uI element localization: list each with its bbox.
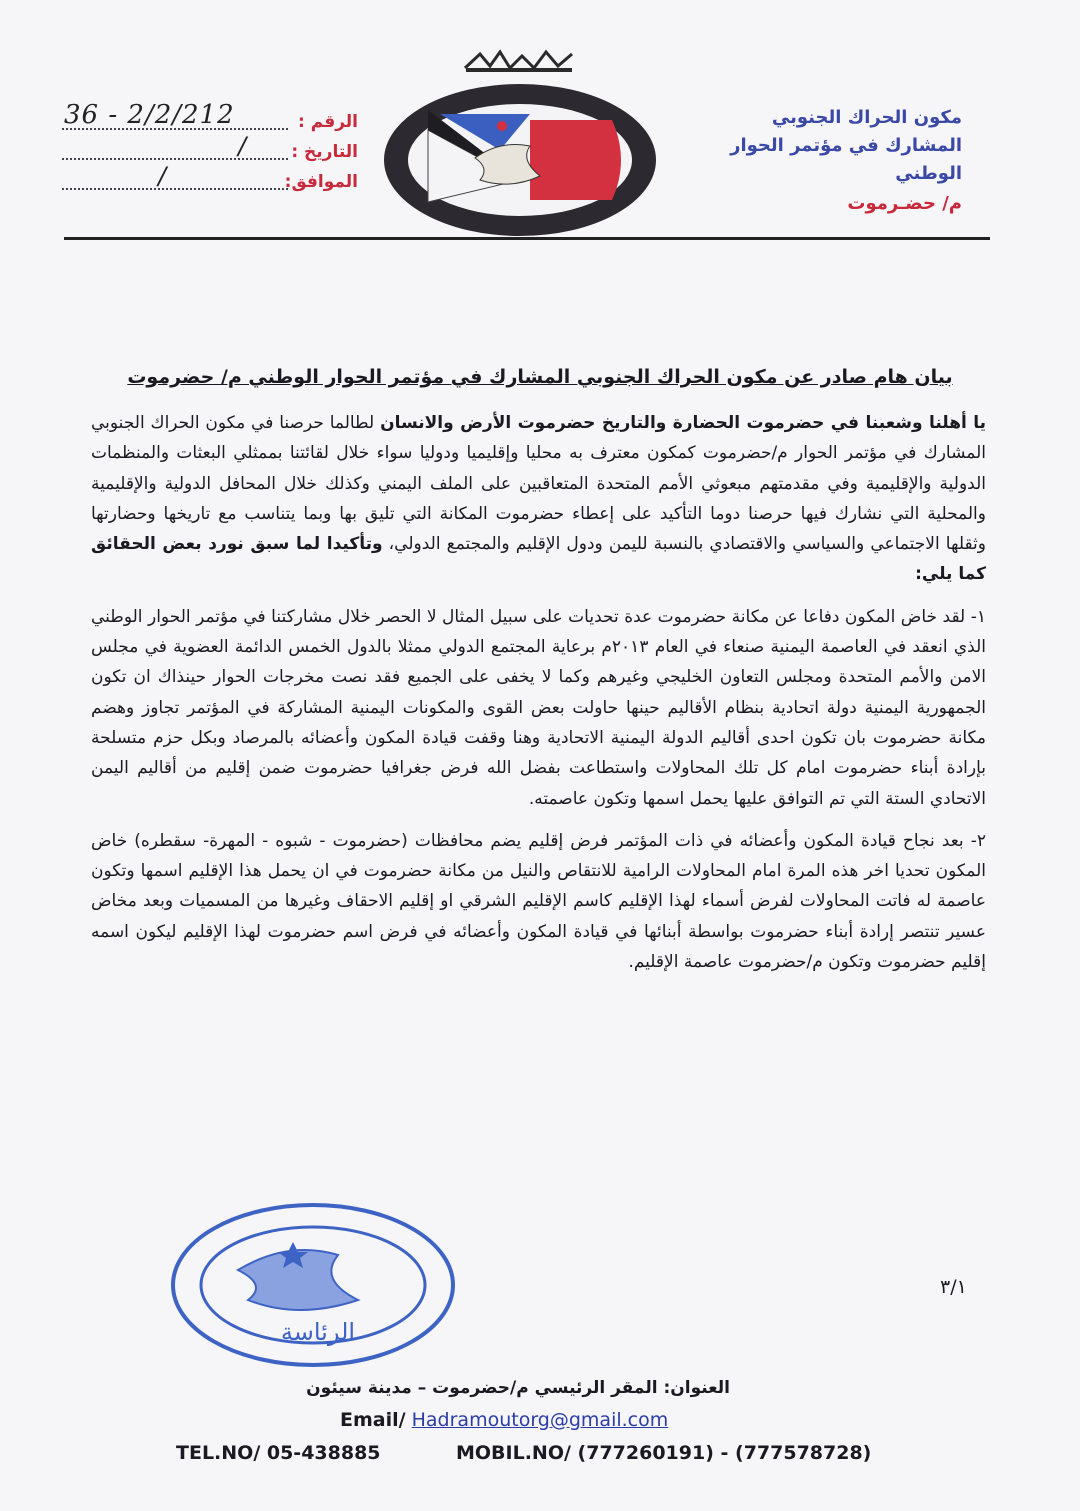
statement-title: بيان هام صادر عن مكون الحراك الجنوبي المشارك في مؤتمر الحوار الوطني م/ حضرموت [127, 366, 953, 388]
org-name-line3: م/ حضـرموت [847, 193, 962, 214]
organization-header [662, 104, 962, 220]
ref-date-value: / [238, 132, 247, 160]
stamp-text: الرئاسة [280, 1318, 356, 1346]
statement-body [91, 408, 986, 989]
ref-corresponding-dots [62, 188, 288, 190]
ref-date-dots [62, 158, 288, 160]
email-link[interactable]: Hadramoutorg@gmail.com [411, 1409, 669, 1431]
ref-corresponding-value: / [158, 162, 167, 190]
official-stamp [168, 1200, 458, 1370]
email-row [340, 1409, 668, 1431]
reference-fields [58, 100, 358, 198]
intro-bold: يا أهلنا وشعبنا في حضرموت الحضارة والتاريخ حضرموت الأرض والانسان [380, 413, 986, 433]
org-name-line1: مكون الحراك الجنوبي [771, 107, 962, 128]
fact-item-2: ٢- بعد نجاح قيادة المكون وأعضائه في ذات المؤتمر فرض إقليم يضم محافظات (حضرموت - شبوه - المهرة- سقطره) خاض المكون تحديا اخر هذه المرة امام المحاولات الرامية للانتقاص والنيل من مكانة حضرموت في ان يحمل هذا الإقليم اسمها وتكون عاصمة له فاتت المحاولات لفرض أسماء لهذا الإقليم كاسم الإقليم الشرقي او إقليم الاحقاف وغيرها من المسميات وبعد مخاض عسير تنتصر إرادة أبناء حضرموت بواسطة أبنائها في قيادة المكون وأعضائه في فرض اسم حضرموت لهذا الإقليم ليكون اسمه إقليم حضرموت وتكون م/حضرموت عاصمة الإقليم. [91, 830, 986, 973]
intro-text: لطالما حرصنا في مكون الحراك الجنوبي المشارك في مؤتمر الحوار م/حضرموت كمكون معترف به محليا وإقليميا ودوليا سواء خلال لقائتنا بممثلي البعثات والمنظمات الدولية والإقليمية وفي مقدمتهم مبعوثي الأمم المتحدة المتعاقبين على الملف اليمني وكذلك خلال المحافل الدولية والإقليمية والمحلية التي نشارك فيها حرصنا دوما التأكيد على إعطاء حضرموت المكانة التي تليق بها وبما يتناسب مع تاريخها وحضارتها وثقلها الاجتماعي والسياسي والاقتصادي بالنسبة لليمن ودول الإقليم والمجتمع الدولي، [91, 413, 986, 555]
ref-corresponding-row [58, 162, 358, 198]
calligraphy-emblem [460, 46, 580, 76]
telephone-number: TEL.NO/ 05-438885 [176, 1442, 381, 1464]
org-name-line2: المشارك في مؤتمر الحوار الوطني [730, 135, 962, 184]
ref-number-label: الرقم : [298, 112, 358, 132]
ref-number-row [58, 100, 358, 138]
header-divider [64, 237, 990, 240]
ref-date-row [58, 132, 358, 168]
email-label: Email/ [340, 1409, 406, 1431]
ref-date-label: التاريخ : [291, 142, 358, 162]
address-line: العنوان: المقر الرئيسي م/حضرموت – مدينة سيئون [306, 1378, 730, 1398]
intro-bold-end: وتأكيدا لما سبق نورد بعض الحقائق كما يلي: [91, 534, 986, 585]
organization-logo [380, 80, 660, 240]
mobile-number: MOBIL.NO/ (777260191) - (777578728) [456, 1442, 872, 1464]
page-number: ٣/١ [940, 1276, 967, 1298]
ref-number-value: 36 - 2/2/212 [64, 100, 235, 130]
intro-paragraph [91, 408, 986, 590]
ref-corresponding-label: الموافق: [284, 172, 358, 192]
fact-item-1: ١- لقد خاض المكون دفاعا عن مكانة حضرموت عدة تحديات على سبيل المثال لا الحصر خلال مشاركتنا في مؤتمر الحوار الوطني الذي انعقد في العاصمة اليمنية صنعاء في العام ٢٠١٣م برعاية المجتمع الدولي ممثلا بالدول الخمس الدائمة العضوية في مجلس الامن والأمم المتحدة ومجلس التعاون الخليجي وغيرهم وكما لا يخفى على الجميع فقد نصت مخرجات الحوار حينذاك ان تكون الجمهورية اليمنية دولة اتحادية بنظام الأقاليم حينها حاولت بعض القوى والمكونات اليمنية المشاركة في المؤتمر تجاوز وهضم مكانة حضرموت بان تكون احدى أقاليم الدولة اليمنية الاتحادية وهنا وقفت قيادة المكون وأعضائه بالمرصاد وبكل حزم متسلحة بإرادة أبناء حضرموت امام كل تلك المحاولات واستطاعت بفضل الله فرض جغرافيا حضرموت ضمن إقليم من أقاليم اليمن الاتحادي الستة التي تم التوافق عليها يحمل اسمها وتكون عاصمته. [91, 606, 986, 809]
